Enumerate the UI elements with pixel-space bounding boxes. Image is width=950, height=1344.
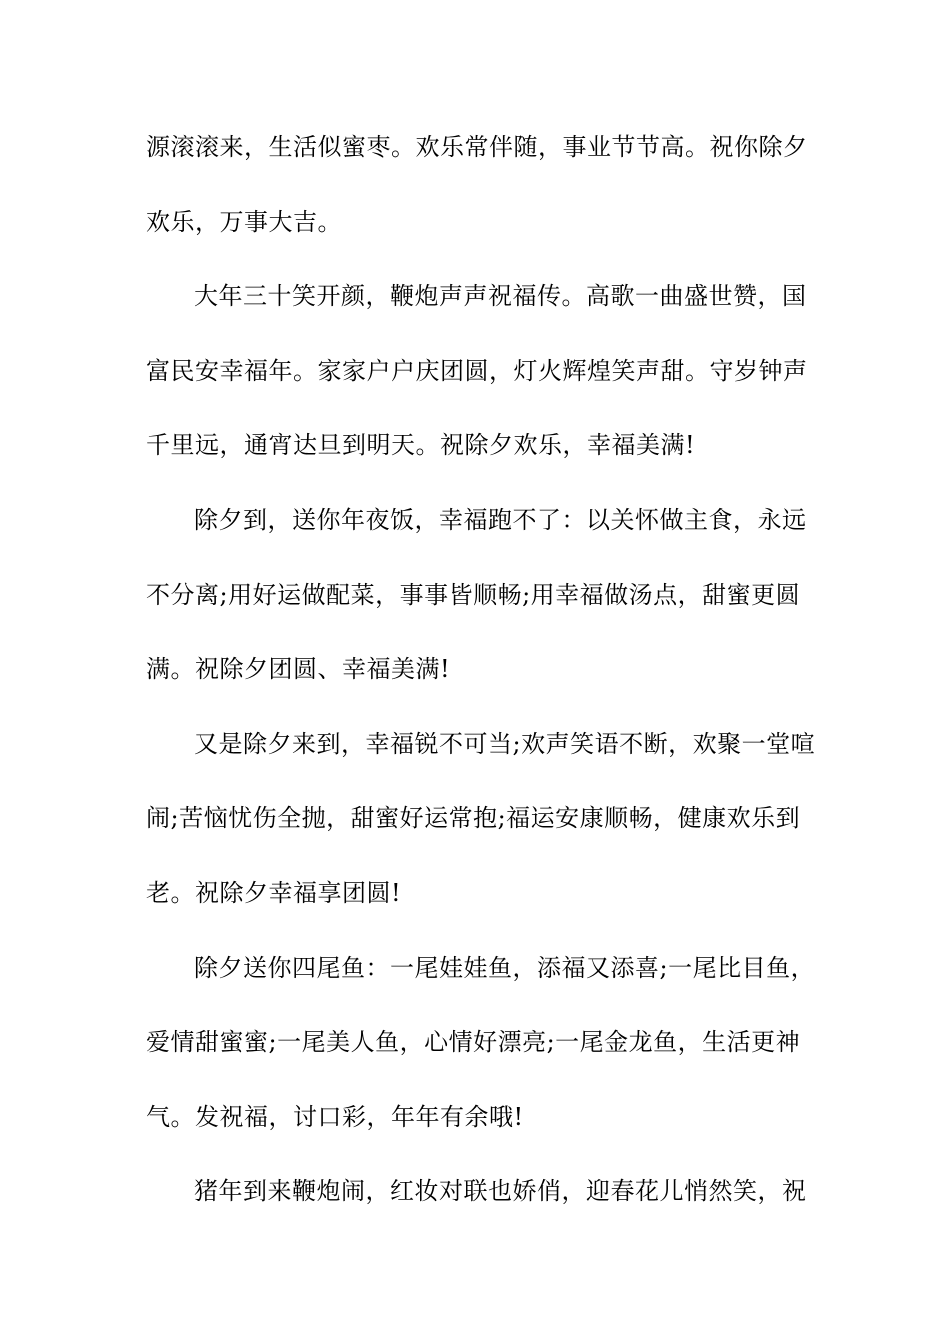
paragraph-start-line-9: 又是除夕来到，幸福锐不可当;欢声笑语不断，欢聚一堂喧 (194, 729, 816, 758)
text-line-14: 气。发祝福，讨口彩，年年有余哦! (146, 1102, 524, 1131)
paragraph-start-line-3: 大年三十笑开颜，鞭炮声声祝福传。高歌一曲盛世赞，国 (194, 282, 807, 311)
text-line-10: 闹;苦恼忧伤全抛，甜蜜好运常抱;福运安康顺畅，健康欢乐到 (146, 804, 801, 833)
text-line-2: 欢乐，万事大吉。 (146, 207, 342, 236)
text-line-7: 不分离;用好运做配菜，事事皆顺畅;用幸福做汤点，甜蜜更圆 (146, 580, 801, 609)
text-line-11: 老。祝除夕幸福享团圆! (146, 878, 402, 907)
paragraph-start-line-15: 猪年到来鞭炮闹，红妆对联也娇俏，迎春花儿悄然笑，祝 (194, 1177, 807, 1206)
text-line-5: 千里远，通宵达旦到明天。祝除夕欢乐，幸福美满! (146, 431, 696, 460)
document-body (146, 132, 816, 1251)
text-line-4: 富民安幸福年。家家户户庆团圆，灯火辉煌笑声甜。守岁钟声 (146, 356, 808, 385)
paragraph-start-line-6: 除夕到，送你年夜饭，幸福跑不了：以关怀做主食，永远 (194, 505, 807, 534)
text-line-1: 源滚滚来，生活似蜜枣。欢乐常伴随，事业节节高。祝你除夕 (146, 133, 808, 161)
text-line-13: 爱情甜蜜蜜;一尾美人鱼，心情好漂亮;一尾金龙鱼，生活更神 (146, 1028, 801, 1057)
paragraph-start-line-12: 除夕送你四尾鱼：一尾娃娃鱼，添福又添喜;一尾比目鱼， (194, 953, 816, 982)
text-line-8: 满。祝除夕团圆、幸福美满! (146, 655, 451, 684)
